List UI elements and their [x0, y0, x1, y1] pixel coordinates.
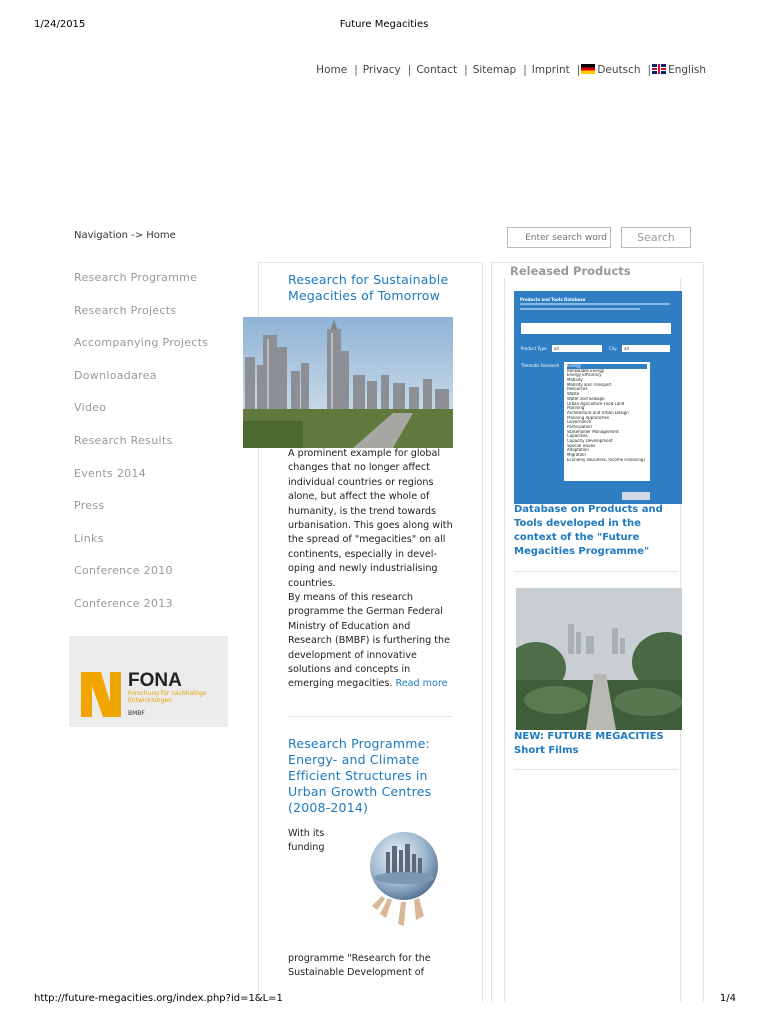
globe-hands-image: [358, 826, 450, 944]
article-paragraph: A prominent example for global changes that no longer affect individual countries or regions alone, but affect the whole of humanity, is the trend towards urbanisation. This goes along with the spread of "megacities" on all continents, especially in devel-oping and newly industrialising countries.: [288, 448, 453, 589]
right-divider: [514, 571, 678, 572]
uk-flag-icon[interactable]: [652, 64, 666, 74]
db-shot-list-item: Participation: [567, 424, 592, 429]
db-shot-list-item: Planning: [567, 406, 585, 411]
print-title: Future Megacities: [339, 19, 429, 30]
db-shot-title: Products and Tools Database: [520, 297, 586, 302]
db-shot-text-line: [520, 303, 670, 305]
article-paragraph-2: [288, 591, 454, 692]
nav-deutsch-link[interactable]: Deutsch: [597, 64, 641, 76]
sidebar-item-press[interactable]: Press: [74, 499, 105, 513]
fona-brand: FONA: [128, 670, 182, 691]
nav-imprint-link[interactable]: Imprint: [531, 64, 570, 76]
database-products-link[interactable]: Database on Products and Tools developed in the context of the "Future Megacities Programme": [514, 504, 663, 557]
db-shot-list-item: Mobility: [567, 378, 583, 383]
db-shot-list-item: Renewable Energy: [567, 368, 605, 373]
breadcrumb: Navigation -> Home: [74, 230, 176, 241]
db-shot-list-item: Architecture and Urban Design: [567, 410, 629, 415]
db-shot-list-item: Special Issues: [567, 443, 596, 448]
article-title[interactable]: Research for Sustainable Megacities of Tomorrow: [288, 272, 449, 303]
db-shot-city-select: all: [622, 345, 670, 352]
nav-english-link[interactable]: English: [668, 64, 706, 76]
nav-privacy-link[interactable]: Privacy: [362, 64, 401, 76]
sidebar-item-accompanying-projects[interactable]: Accompanying Projects: [74, 336, 209, 350]
db-shot-list-item: Stakeholder Management: [567, 429, 619, 434]
db-shot-list-item: Energy Efficiency: [567, 373, 602, 378]
db-shot-list-item: Water and Sewage: [567, 396, 605, 401]
nav-sitemap-link[interactable]: Sitemap: [472, 64, 517, 76]
db-shot-list-item: Resources: [567, 387, 588, 392]
sidebar-item-events-2014[interactable]: Events 2014: [74, 466, 147, 480]
article-divider: [288, 716, 452, 717]
fona-logo-banner[interactable]: [69, 636, 228, 727]
sidebar-item-downloadarea[interactable]: Downloadarea: [74, 368, 157, 382]
db-shot-product-type-select: all: [552, 345, 602, 352]
sidebar-item-links[interactable]: Links: [74, 531, 104, 545]
db-shot-list-item: Adaptation: [567, 448, 589, 453]
print-url: http://future-megacities.org/index.php?id=1&L=1: [34, 993, 283, 1004]
sidebar-item-research-programme[interactable]: Research Programme: [74, 271, 198, 284]
nav-separator: |: [576, 64, 581, 76]
db-shot-list-item: Capacities: [567, 434, 588, 439]
db-shot-list-item: Capacity Development: [567, 439, 613, 443]
search-button[interactable]: Search: [621, 227, 691, 248]
database-screenshot-image[interactable]: [514, 291, 682, 504]
db-shot-text-line: [520, 308, 640, 310]
article-intro: With its funding: [288, 828, 325, 854]
nav-separator: |: [523, 64, 527, 76]
sidebar-item-research-results[interactable]: Research Results: [74, 433, 173, 447]
article-title-2[interactable]: Research Programme: Energy- and Climate Efficient Structures in Urban Growth Centres (2008-2014): [288, 736, 432, 815]
top-navigation: [316, 64, 706, 76]
fona-n-logo-icon: [81, 672, 121, 717]
fona-tagline: Forschung für nachhaltige Entwicklungen: [128, 690, 207, 704]
db-shot-thematic-list: [564, 362, 650, 481]
sidebar-item-research-projects[interactable]: Research Projects: [74, 303, 177, 317]
megacity-park-image[interactable]: [516, 588, 682, 730]
db-shot-thematic-label: Thematic Research: [521, 363, 560, 368]
sidebar-item-conference-2010[interactable]: Conference 2010: [74, 564, 173, 578]
db-shot-city-label: City: [609, 346, 617, 351]
db-shot-submit: [622, 492, 650, 500]
nav-separator: |: [464, 64, 468, 76]
print-date: 1/24/2015: [34, 19, 86, 30]
db-shot-search-box: [521, 323, 671, 334]
fona-ministry: BMBF: [128, 710, 145, 717]
db-shot-list-item: Mobility and Transport: [567, 382, 612, 387]
db-shot-product-type-label: Product Type: [521, 346, 547, 351]
sidebar-item-conference-2013[interactable]: Conference 2013: [74, 596, 173, 610]
search-input[interactable]: [507, 227, 611, 248]
sidebar-navigation: [74, 271, 244, 630]
nav-separator: |: [354, 64, 358, 76]
db-shot-list-item: Urban Agriculture Food Land: [567, 401, 625, 406]
db-shot-list-item: Energy: [567, 364, 647, 369]
nav-home-link[interactable]: Home: [316, 64, 348, 76]
article-body-2: programme "Research for the Sustainable Development of: [288, 953, 431, 979]
read-more-link[interactable]: Read more: [395, 678, 448, 690]
nav-separator: |: [407, 64, 412, 76]
db-shot-list-item: Economy (Business, Income Financing): [567, 457, 646, 462]
future-megacities-films-link[interactable]: NEW: FUTURE MEGACITIES Short Films: [514, 731, 664, 756]
nav-separator: |: [647, 64, 652, 76]
db-shot-list-item: Planning Approaches: [567, 415, 610, 420]
db-shot-list-item: Waste: [567, 392, 580, 397]
db-shot-list-item: Governance: [567, 420, 592, 425]
released-products-heading: Released Products: [510, 264, 631, 278]
sidebar-item-video[interactable]: Video: [74, 401, 107, 415]
german-flag-icon[interactable]: [581, 64, 595, 74]
right-divider: [514, 769, 678, 770]
city-skyline-image: [243, 317, 453, 448]
print-page-number: 1/4: [719, 993, 736, 1004]
article-text: By means of this research programme the German Federal Ministry of Education and Research (BMBF) is furthering the development of innovative solutions and concepts in emerging megacities.: [288, 592, 450, 690]
nav-contact-link[interactable]: Contact: [416, 64, 458, 76]
db-shot-list-item: Migration: [567, 453, 586, 458]
